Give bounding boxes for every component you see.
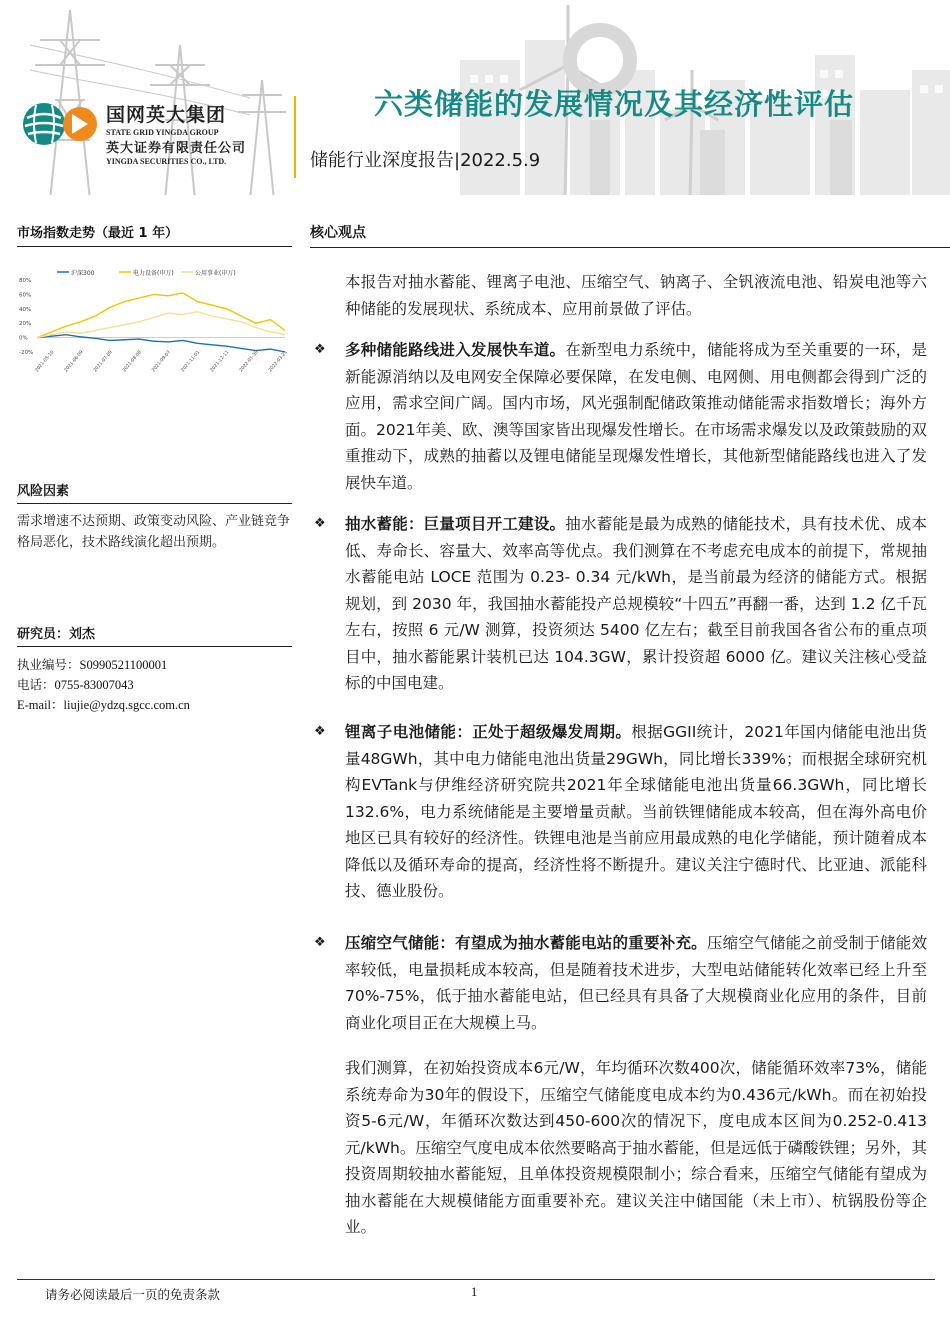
- x-tick-label: 2021-09-07: [151, 350, 173, 374]
- logo-company-name: 英大证券有限责任公司: [106, 141, 247, 156]
- license-number: 执业编号：S0990521100001: [17, 658, 168, 672]
- x-tick-label: 2021-08-08: [122, 350, 143, 374]
- bullet-icon: ❖: [314, 342, 326, 357]
- legend-label-0: 沪深300: [71, 270, 95, 277]
- market-index-heading: 市场指数走势（最近 1 年）: [17, 222, 292, 247]
- bullet-icon: ❖: [314, 935, 326, 950]
- analyst-contact: [17, 655, 190, 715]
- legend-label-2: 公用事业(申万): [195, 270, 236, 277]
- sidebar: [17, 222, 292, 247]
- x-tick-label: 2021-06-09: [63, 350, 85, 374]
- intro-paragraph: 本报告对抽水蓄能、锂离子电池、压缩空气、钠离子、全钒液流电池、铅炭电池等六种储能的发展现状、系统成本、应用前景做了评估。: [345, 273, 927, 318]
- y-tick-label: 0%: [19, 335, 28, 342]
- legend-label-1: 电力设备(申万): [133, 270, 174, 277]
- bullet-text: 抽水蓄能是最为成熟的储能技术，具有技术优、成本低、寿命长、容量大、效率高等优点。我们测算在不考虑充电成本的前提下，常规抽水蓄能电站 LOCE 范围为 0.23- 0.34 元/kWh，是当前最为经济的储能方式。根据规划，到 2030 年，我国抽水蓄能投产总规模较“十四五”再翻一番，达到 1.2 亿千瓦左右，按照 6 元/W 测算，投资须达 5400 亿左右；截至目前我国各省公布的重点项目中，抽水蓄能累计装机已达 104.3GW，累计投资超 6000 亿。建议关注核心受益标的中国电建。: [345, 515, 927, 692]
- risk-heading: 风险因素: [17, 480, 292, 504]
- report-title: 六类储能的发展情况及其经济性评估: [374, 87, 855, 121]
- x-tick-label: 2022-03-21: [268, 350, 289, 374]
- market-index-chart-svg: [17, 256, 292, 381]
- bullet-text: 在新型电力系统中，储能将成为至关重要的一环，是新能源消纳以及电网安全保障必要保障，在发电侧、电网侧、用电侧都会得到广泛的应用，需求空间广阔。国内市场，风光强制配储政策推动储能需求指数增长；海外方面。2021年美、欧、澳等国家皆出现爆发性增长。在市场需求爆发以及政策鼓励的双重推动下，成熟的抽蓄以及锂电储能呈现爆发性增长，其他新型储能路线也进入了发展快车道。: [345, 341, 927, 492]
- bullet-paragraph-3: [345, 719, 927, 905]
- logo-group-name: 国网英大集团: [106, 104, 227, 126]
- email[interactable]: E-mail：liujie@ydzq.sgcc.com.cn: [17, 698, 190, 712]
- bullet-paragraph-1: [345, 337, 927, 496]
- page-number: 1: [471, 1285, 478, 1299]
- y-tick-label: 40%: [19, 306, 32, 313]
- bullet-paragraph-4: [345, 930, 927, 1036]
- x-tick-label: 2021-05-10: [34, 350, 56, 374]
- logo-company-name-en: YINGDA SECURITIES CO., LTD.: [106, 157, 227, 166]
- x-tick-label: 2021-12-11: [209, 350, 231, 374]
- bullet-text: 压缩空气储能之前受制于储能效率较低，电量损耗成本较高，但是随着技术进步，大型电站储能转化效率已经上升至70%-75%，低于抽水蓄能电站，但已经具有具备了大规模商业化应用的条件，目前商业化项目正在大规模上马。: [345, 934, 927, 1032]
- x-tick-label: 2021-07-09: [93, 350, 114, 374]
- y-tick-label: 20%: [19, 321, 32, 328]
- x-tick-label: 2021-11-01: [180, 350, 202, 374]
- analyst-heading: 研究员：刘杰: [17, 623, 292, 647]
- bullet-icon: ❖: [314, 724, 326, 739]
- bullet-lead: 抽水蓄能：巨量项目开工建设。: [345, 515, 566, 533]
- bullet-text: 根据GGII统计，2021年国内储能电池出货量48GWh，其中电力储能电池出货量29GWh，同比增长339%；而根据全球研究机构EVTank与伊维经济研究院共2021年全球储能电池出货量66.3GWh，同比增长132.6%，电力系统储能是主要增量贡献。当前铁锂储能成本较高，但在海外高电价地区已具有较好的经济性。铁锂电池是当前应用最成熟的电化学储能，预计随着成本降低以及循环寿命的提高，经济性将不断提升。建议关注宁德时代、比亚迪、派能科技、德业股份。: [345, 723, 927, 900]
- bullet-lead: 多种储能路线进入发展快车道。: [345, 341, 566, 359]
- logo-group-name-en: STATE GRID YINGDA GROUP: [106, 128, 219, 137]
- y-tick-label: 80%: [19, 278, 32, 284]
- state-grid-logo-icon: [22, 100, 102, 148]
- header-divider: [294, 96, 296, 178]
- x-tick-label: 2022-01-30: [238, 350, 260, 374]
- company-logo: [22, 100, 102, 152]
- risk-text: 需求增速不达预期、政策变动风险、产业链竞争格局恶化，技术路线演化超出预期。: [17, 514, 291, 550]
- footer-divider: [17, 1279, 935, 1280]
- y-tick-label: 60%: [19, 292, 32, 299]
- market-index-chart: [17, 256, 292, 381]
- bullet-paragraph-2: [345, 511, 927, 697]
- bullet-icon: ❖: [314, 516, 326, 531]
- bullet-lead: 压缩空气储能：有望成为抽水蓄能电站的重要补充。: [345, 934, 707, 952]
- footer-disclaimer: 请务必阅读最后一页的免责条款: [45, 1287, 221, 1302]
- logo-text: [106, 106, 246, 166]
- bullet-lead: 锂离子电池储能：正处于超级爆发周期。: [345, 723, 632, 741]
- series-line-2: [37, 312, 285, 338]
- phone: 电话：0755-83007043: [17, 678, 134, 692]
- report-subtitle: 储能行业深度报告|2022.5.9: [310, 150, 541, 171]
- series-line-0: [37, 335, 285, 352]
- y-tick-label: -20%: [19, 350, 34, 356]
- calculation-paragraph: 我们测算，在初始投资成本6元/W，年均循环次数400次，储能循环效率73%，储能系统寿命为30年的假设下，压缩空气储能度电成本约为0.436元/kWh。而在初始投资5-6元/W，年循环次数达到450-600次的情况下，度电成本区间为0.252-0.413元/kWh。压缩空气度电成本依然要略高于抽水蓄能，但是远低于磷酸铁锂；另外，其投资周期较抽水蓄能短，且单体投资规模限制小；综合看来，压缩空气储能有望成为抽水蓄能在大规模储能方面重要补充。建议关注中储国能（未上市）、杭锅股份等企业。: [345, 1059, 927, 1236]
- core-view-heading: 核心观点: [310, 222, 950, 248]
